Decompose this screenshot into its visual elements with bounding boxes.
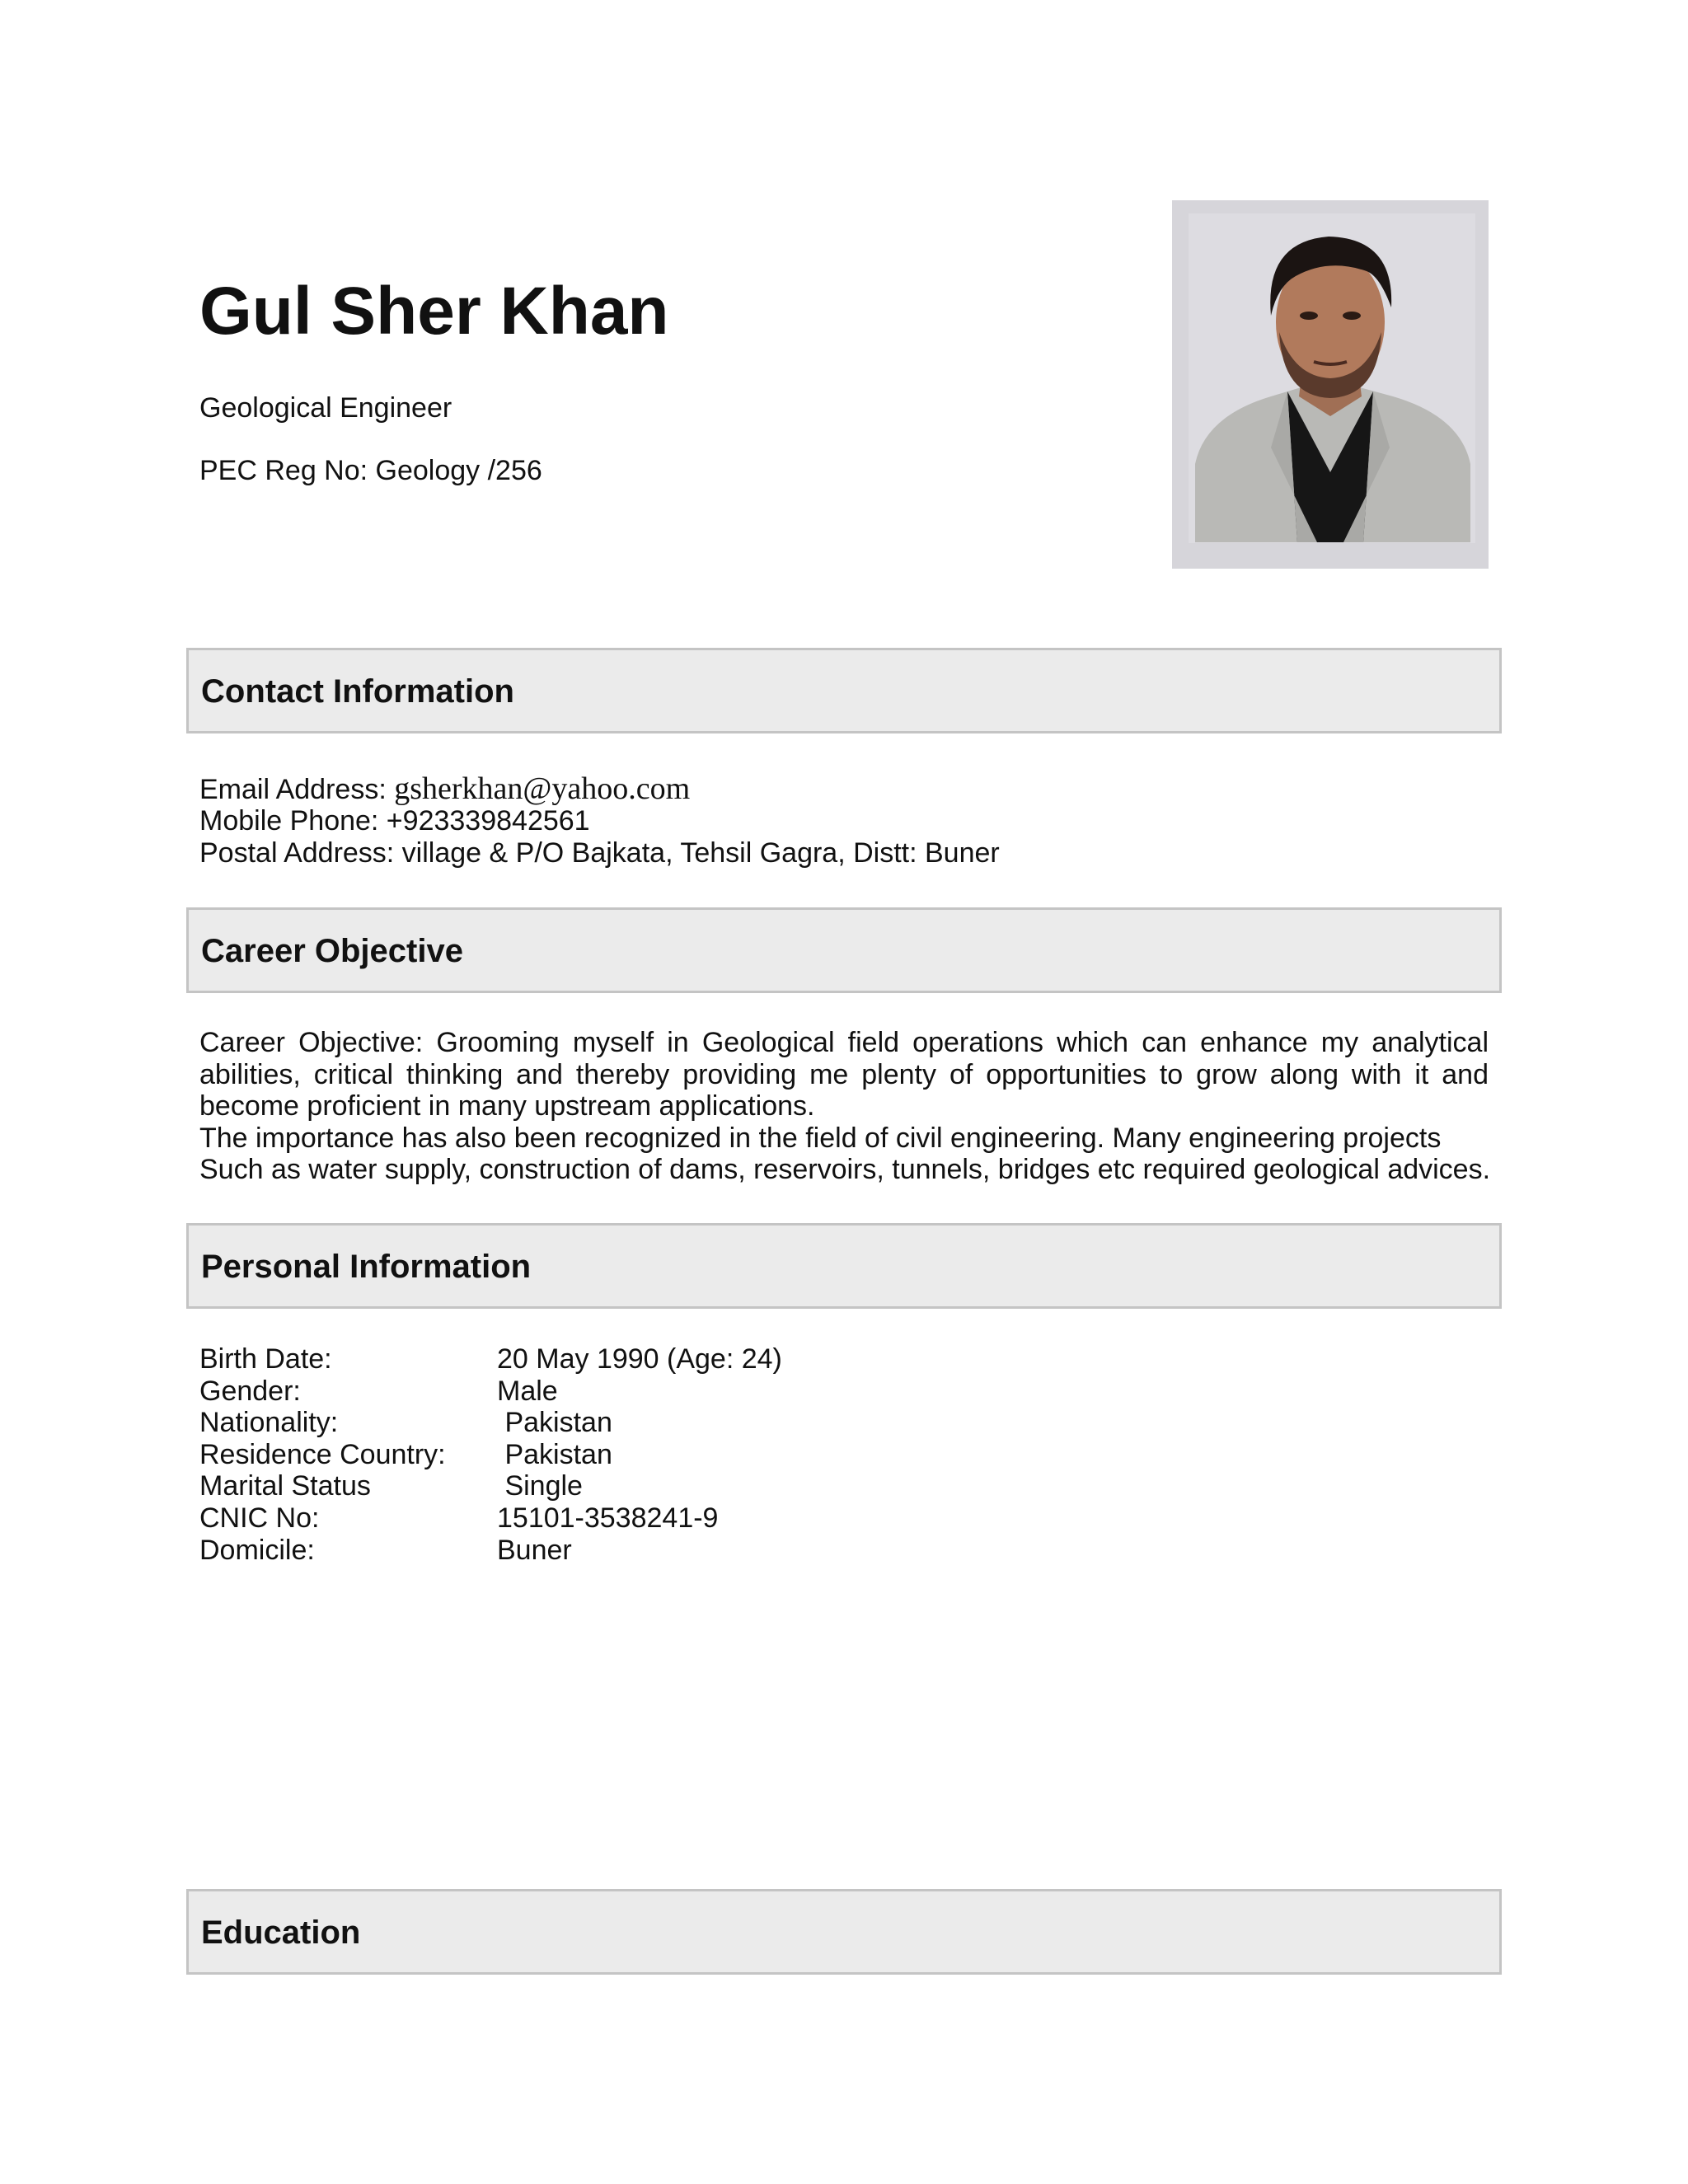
nationality-label: Nationality: [199, 1407, 339, 1438]
mobile-phone: Mobile Phone: +923339842561 [199, 805, 590, 837]
contact-section-title: Contact Information [201, 673, 514, 710]
domicile-value: Buner [497, 1535, 572, 1566]
email-line [199, 773, 690, 804]
gender-value: Male [497, 1376, 558, 1407]
contact-section-header [186, 648, 1502, 733]
cnic-label: CNIC No: [199, 1502, 320, 1534]
nationality-value: Pakistan [497, 1407, 612, 1438]
career-section-header [186, 907, 1502, 993]
job-title: Geological Engineer [199, 392, 452, 424]
marital-status-label: Marital Status [199, 1470, 371, 1502]
registration-number: PEC Reg No: Geology /256 [199, 455, 542, 486]
portrait-image [1172, 200, 1489, 569]
career-objective-line: The importance has also been recognized in the field of civil engineering. Many engineering projects [199, 1122, 1442, 1154]
birth-date-label: Birth Date: [199, 1343, 332, 1375]
residence-country-label: Residence Country: [199, 1439, 446, 1470]
cnic-value: 15101-3538241-9 [497, 1502, 719, 1534]
birth-date-value: 20 May 1990 (Age: 24) [497, 1343, 782, 1375]
residence-country-value: Pakistan [497, 1439, 612, 1470]
career-objective-line: Career Objective: Grooming myself in Geological field operations which can enhance my analytical [199, 1027, 1489, 1058]
career-objective-line: abilities, critical thinking and thereby providing me plenty of opportunities to grow along with it and [199, 1059, 1489, 1090]
personal-section-title: Personal Information [201, 1249, 532, 1285]
education-section-header [186, 1889, 1502, 1975]
personal-section-header [186, 1223, 1502, 1309]
email-label: Email Address: [199, 774, 395, 805]
domicile-label: Domicile: [199, 1535, 315, 1566]
career-objective-line: Such as water supply, construction of dams, reservoirs, tunnels, bridges etc required geological advices. [199, 1154, 1491, 1185]
career-section-title: Career Objective [201, 933, 463, 969]
candidate-name: Gul Sher Khan [199, 274, 669, 349]
profile-photo [1172, 200, 1489, 569]
marital-status-value: Single [497, 1470, 583, 1502]
email-value: gsherkhan@yahoo.com [394, 771, 691, 806]
postal-address: Postal Address: village & P/O Bajkata, Tehsil Gagra, Distt: Buner [199, 837, 1000, 869]
education-section-title: Education [201, 1915, 361, 1951]
career-objective-line: become proficient in many upstream applications. [199, 1090, 815, 1122]
gender-label: Gender: [199, 1376, 301, 1407]
